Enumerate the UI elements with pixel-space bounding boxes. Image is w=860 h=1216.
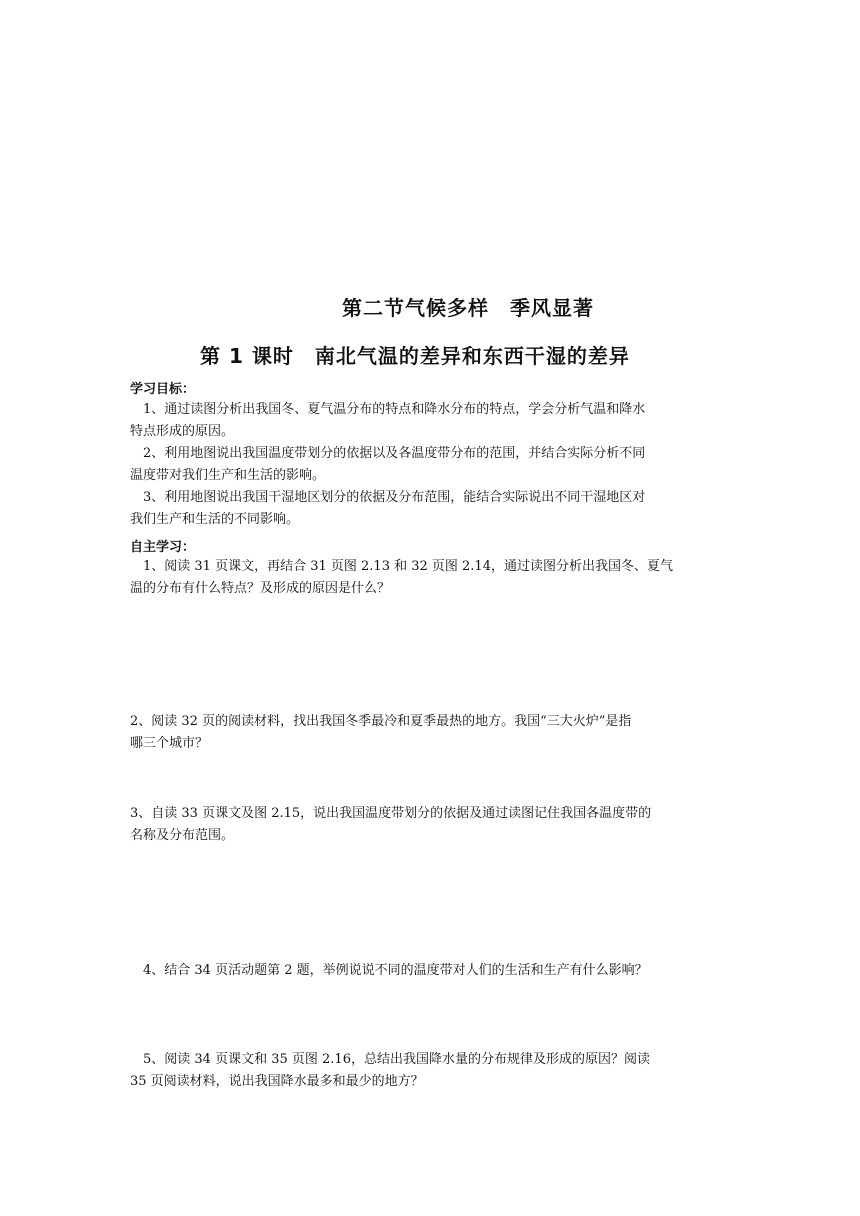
objective-line: 2、利用地图说出我国温度带划分的依据以及各温度带分布的范围，并结合实际分析不同 (130, 446, 646, 461)
self-study-heading: 自主学习： (130, 540, 196, 555)
question-line: 4、结合 34 页活动题第 2 题，举例说说不同的温度带对人们的生活和生产有什么影响？ (130, 963, 648, 978)
lesson-title: 第 1 课时 南北气温的差异和东西干湿的差异 (200, 344, 630, 368)
objective-item (130, 443, 730, 487)
objective-line: 我们生产和生活的不同影响。 (130, 512, 300, 527)
study-question (130, 1049, 730, 1093)
question-line: 1、阅读 31 页课文，再结合 31 页图 2.13 和 32 页图 2.14，通过读图分析出我国冬、夏气 (130, 559, 673, 574)
study-question (130, 711, 730, 755)
question-line: 5、阅读 34 页课文和 35 页图 2.16，总结出我国降水量的分布规律及形成的原因？阅读 (130, 1052, 650, 1067)
objective-item (130, 487, 730, 531)
question-line: 2、阅读 32 页的阅读材料，找出我国冬季最冷和夏季最热的地方。我国“三大火炉”是指 (130, 714, 632, 729)
question-line: 名称及分布范围。 (130, 828, 235, 843)
question-line: 温的分布有什么特点？及形成的原因是什么？ (130, 581, 391, 596)
objective-line: 特点形成的原因。 (130, 424, 235, 439)
objective-line: 3、利用地图说出我国干湿地区划分的依据及分布范围，能结合实际说出不同干湿地区对 (130, 490, 646, 505)
study-question (130, 803, 730, 847)
objective-line: 1、通过读图分析出我国冬、夏气温分布的特点和降水分布的特点，学会分析气温和降水 (130, 402, 646, 417)
objective-item (130, 399, 730, 443)
question-line: 3、自读 33 页课文及图 2.15，说出我国温度带划分的依据及通过读图记住我国各温度带的 (130, 806, 652, 821)
objectives-heading: 学习目标： (130, 382, 196, 397)
study-question (130, 960, 730, 982)
question-line: 哪三个城市？ (130, 736, 209, 751)
question-line: 35 页阅读材料，说出我国降水最多和最少的地方？ (130, 1074, 424, 1089)
study-question (130, 556, 730, 600)
section-title: 第二节气候多样 季风显著 (342, 296, 594, 320)
objective-line: 温度带对我们生产和生活的影响。 (130, 468, 326, 483)
